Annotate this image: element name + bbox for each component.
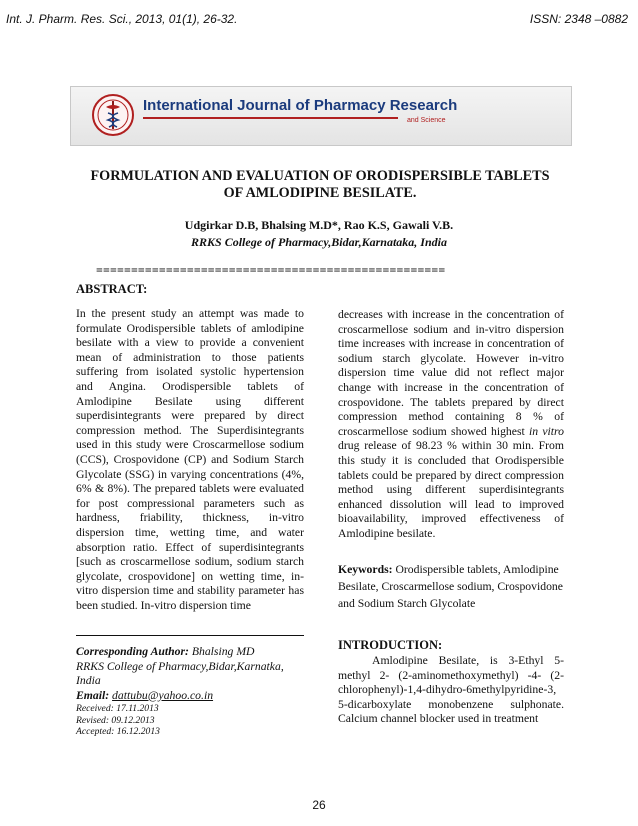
abstract-left-column (76, 307, 304, 613)
author-affiliation: RRKS College of Pharmacy,Bidar,Karnataka, India (191, 235, 447, 249)
introduction-text: Amlodipine Besilate, is 3-Ethyl 5-methyl 2- (2-aminomethoxymethyl) -4- (2-chlorophenyl)-1,4-dihydro-6methylpyridine-3, 5-dicarboxylate monobenzene sulphonate. Calcium channel blocker used in treatment (338, 654, 564, 726)
page-number: 26 (312, 798, 326, 812)
banner-journal-title: International Journal of Pharmacy Research (143, 97, 458, 114)
caduceus-logo-icon (91, 93, 135, 137)
corresponding-author-name: Bhalsing MD (191, 645, 255, 658)
abstract-text-left: In the present study an attempt was made to formulate Orodispersible tablets of amlodipine besilate with a view to provide a convenient mean of administration to those patients suffering from isolated systolic hypertension and Angina. Orodispersible tablets of Amlodipine Besilate using different superdisintegrants were prepared by direct compression method. The Superdisintegrants used in this study were Croscarmellose sodium (CCS), Crospovidone (CP) and Sodium Starch Glycolate (SSG) in varying concentrations (4%, 6% & 8%). The prepared tablets were evaluated for post compressional parameters such as hardness, friability, thickness, in-vitro dispersion time, wetting time, and water absorption ratio. Effect of superdisintegrants [such as croscarmellose sodium, sodium starch glycolate, crospovidone] on wetting time, in-vitro dispersion time and stability parameter has been studied. In-vitro dispersion time (76, 307, 304, 612)
section-separator: ================================================== (96, 263, 446, 277)
footnote-rule (76, 635, 304, 636)
received-date: Received: 17.11.2013 (76, 703, 159, 715)
journal-citation-header: Int. J. Pharm. Res. Sci., 2013, 01(1), 26-32. (6, 12, 238, 26)
title-line-1: FORMULATION AND EVALUATION OF ORODISPERSIBLE TABLETS (90, 168, 550, 184)
introduction-body (338, 654, 564, 727)
abstract-right-part-2: drug release of 98.23 % within 30 min. From this study it is concluded that Orodispersible tablets could be prepared by direct compression method using different superdisintegrants enhanced dissolution will lead to improved bioavailability, improved effectiveness of Amlodipine besilate. (338, 439, 564, 540)
article-title (60, 168, 580, 202)
banner-divider (143, 117, 398, 119)
revised-date: Revised: 09.12.2013 (76, 714, 155, 726)
email-line (76, 689, 304, 704)
abstract-right-part-1: decreases with increase in the concentration of croscarmellose sodium and in-vitro dispersion time increases with increase in concentration of sodium starch glycolate. However in-vitro dispersion time value did not reflect major change with increase in the concentration of crospovidone. The tablets prepared by direct compression method containing 8 % of croscarmellose sodium showed highest (338, 308, 564, 438)
keywords-text: Orodispersible tablets, Amlodipine Besilate, Croscarmellose sodium, Crospovidone and Sodium Starch Glycolate (338, 563, 563, 610)
introduction-heading: INTRODUCTION: (338, 638, 443, 652)
in-vitro-italic: in vitro (529, 424, 565, 438)
abstract-heading: ABSTRACT: (76, 282, 148, 296)
keywords-block (338, 561, 564, 612)
corresponding-author-label: Corresponding Author: (76, 645, 189, 658)
author-address-line-1: RRKS College of Pharmacy,Bidar,Karnatka, (76, 659, 284, 673)
email-link[interactable]: dattubu@yahoo.co.in (112, 688, 214, 702)
email-label: Email: (76, 688, 110, 702)
abstract-right-column (338, 308, 564, 542)
title-line-2: OF AMLODIPINE BESILATE. (223, 185, 417, 201)
accepted-date: Accepted: 16.12.2013 (76, 726, 160, 738)
issn-header: ISSN: 2348 –0882 (529, 12, 628, 26)
corresponding-author-block (76, 645, 304, 738)
author-list: Udgirkar D.B, Bhalsing M.D*, Rao K.S, Gawali V.B. (184, 218, 454, 232)
abstract-text-right (338, 308, 564, 542)
author-address-line-2: India (76, 674, 101, 688)
corresponding-author-line (76, 645, 304, 660)
journal-banner (70, 86, 572, 146)
keywords-label: Keywords: (338, 563, 393, 576)
banner-subtitle: and Science (407, 117, 446, 124)
